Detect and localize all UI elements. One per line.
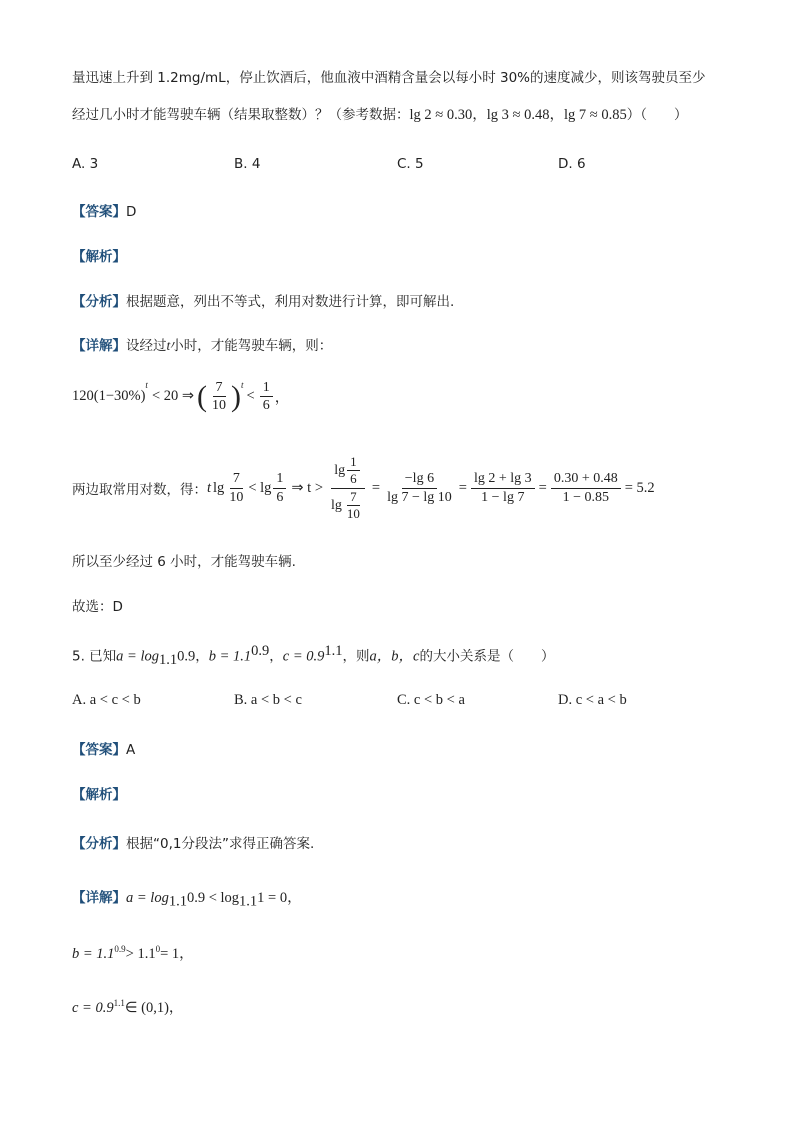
q5-option-a: A. a < c < b [72, 692, 141, 708]
log-pre: 两边取常用对数，得： [72, 482, 207, 499]
q5-option-c: C. c < b < a [397, 692, 465, 708]
frac-numeric: $\frac{0.30 + 0.48}{1 - 0.85}$ [551, 471, 621, 505]
q4-analysis [72, 245, 126, 265]
ineq-end: ， [274, 390, 290, 407]
ineq-lt: < [246, 388, 255, 405]
q5-stem-a: a = log [116, 648, 159, 665]
q4-option-a: A. 3 [72, 156, 99, 172]
eq4-result: = 5.2 [624, 479, 655, 496]
q4-log-derivation [72, 455, 655, 521]
log-t: t [207, 479, 212, 496]
log-lt: < lg [248, 479, 272, 496]
q5-fenxi [72, 832, 314, 852]
q5-vars: a，b，c [369, 648, 420, 665]
q4-fenxi-text: 根据题意，列出不等式，利用对数进行计算，即可解出. [126, 294, 455, 310]
q5-answer-tag: 【答案】 [72, 742, 126, 758]
q5-answer-value: A [126, 742, 136, 758]
eq1: = [371, 479, 381, 496]
q4-stem-line2-tail: ）（ ） [626, 107, 688, 123]
log-impl: ⇒ t > [291, 479, 324, 496]
q5-xiangjie: 【详解】$a = \log_{1.1}0.9 < \log_{1.1}1 = 0$， [72, 890, 302, 910]
q4-ref-data: lg 2 ≈ 0.30，lg 3 ≈ 0.48，lg 7 ≈ 0.85 [409, 107, 627, 123]
ineq-left: 120(1−30%) [72, 388, 146, 405]
frac-lg2-lg3: $\frac{\lg 2 + \lg 3}{1 - \lg 7}$ [471, 471, 535, 505]
q4-xiangjie-post: 小时，才能驾驶车辆，则： [170, 338, 333, 354]
q4-answer-value: D [126, 204, 137, 220]
q5-analysis-tag: 【解析】 [72, 787, 126, 803]
q4-xiangjie [72, 334, 332, 354]
q4-inequality: 120(1−30%) $^t$ < 20 ⇒ ( $\frac{7}{10}$ ) $^t$ < $\frac{1}{6}$ ， [72, 379, 290, 414]
ineq-exp: t [145, 380, 148, 390]
frac-neg-lg6: $\frac{-\lg 6}{\lg 7 - \lg 10}$ [387, 471, 452, 505]
q4-answer [72, 200, 136, 220]
q4-option-c: C. 5 [397, 156, 424, 172]
ineq-exp2: t [241, 380, 244, 390]
ineq-frac-7-10: $\frac{7}{10}$ [212, 380, 227, 414]
q4-option-d: D. 6 [558, 156, 586, 172]
q5-xiangjie-tag: 【详解】 [72, 890, 126, 906]
q5-option-d: D. c < a < b [558, 692, 627, 708]
q4-option-b: B. 4 [234, 156, 261, 172]
log-frac-1-6: $\frac{1}{6}$ [273, 471, 286, 505]
q5-analysis [72, 783, 126, 803]
q4-stem-line2-text: 经过几小时才能驾驶车辆（结果取整数）？（参考数据： [72, 107, 410, 123]
q4-xiangjie-pre: 设经过 [126, 338, 167, 354]
q5-line-c: $c = 0.9^{1.1}\in$ (0,1)， [72, 998, 184, 1016]
q5-line-b: $b = 1.1^{0.9}> 1.1^0= 1$， [72, 944, 194, 962]
q4-analysis-tag: 【解析】 [72, 249, 126, 265]
q5-stem-c: c = 0.9 [282, 648, 325, 665]
q5-stem: 5. 已知$a = \log_{1.1}0.9$，$b = 1.1^{0.9}$，$c = 0.9^{1.1}$，则a，b，c的大小关系是（ ） [72, 643, 555, 669]
q4-stem-line2 [72, 103, 687, 124]
q4-answer-tag: 【答案】 [72, 204, 126, 220]
q5-fenxi-text: 根据“0,1分段法”求得正确答案. [126, 836, 315, 852]
log-lg: lg [213, 479, 225, 496]
ineq-frac-1-6: $\frac{1}{6}$ [260, 380, 273, 414]
q5-option-b: B. a < b < c [234, 692, 302, 708]
q5-stem-pre: 5. 已知 [72, 648, 117, 665]
ineq-mid: < 20 ⇒ [151, 388, 195, 405]
q5-stem-b: b = 1.1 [208, 648, 252, 665]
big-frac: lg $\frac{1}{6}$ lg $\frac{7}{10}$ [328, 455, 368, 521]
q5-answer [72, 738, 135, 758]
log-frac-7-10: $\frac{7}{10}$ [229, 471, 244, 505]
q4-fenxi-tag: 【分析】 [72, 294, 126, 310]
q4-conclusion: 所以至少经过 6 小时，才能驾驶车辆. [72, 554, 296, 570]
eq3: = [538, 479, 547, 496]
eq2: = [458, 479, 467, 496]
q4-choose: 故选：D [72, 599, 123, 615]
q4-fenxi [72, 290, 454, 310]
q4-xiangjie-tag: 【详解】 [72, 338, 126, 354]
q4-stem-line1: 量迅速上升到 1.2mg/mL，停止饮酒后，他血液中酒精含量会以每小时 30%的速度减少，则该驾驶员至少 [72, 70, 706, 86]
q4-var-t: t [166, 338, 171, 353]
q5-fenxi-tag: 【分析】 [72, 836, 126, 852]
